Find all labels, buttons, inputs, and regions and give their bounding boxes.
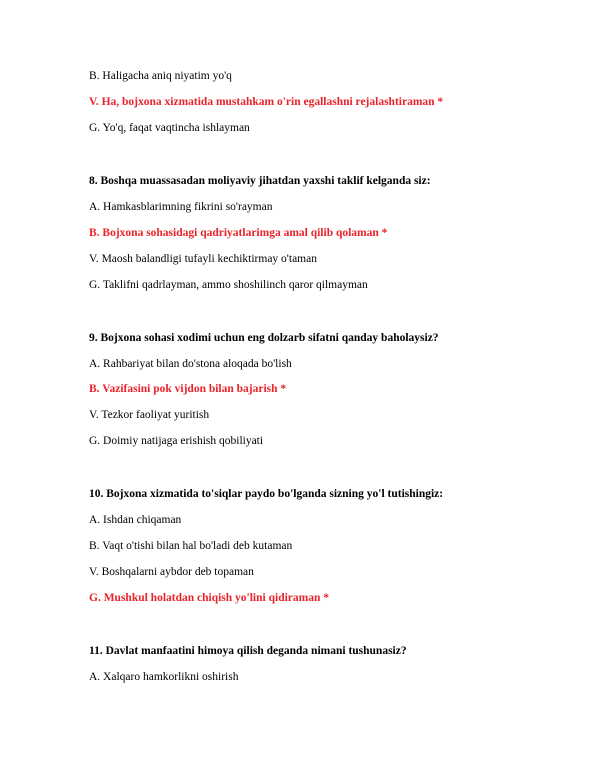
q9-question: 9. Bojxona sohasi xodimi uchun eng dolzarb sifatni qanday baholaysiz? (89, 332, 439, 344)
q8-option-b-correct: B. Bojxona sohasidagi qadriyatlarimga amal qilib qolaman * (89, 227, 388, 239)
q7-option-g: G. Yo'q, faqat vaqtincha ishlayman (89, 122, 250, 134)
q7-option-v-correct: V. Ha, bojxona xizmatida mustahkam o'rin egallashni rejalashtiraman * (89, 96, 444, 108)
q8-option-g: G. Taklifni qadrlayman, ammo shoshilinch qaror qilmayman (89, 279, 368, 291)
q10-option-v: V. Boshqalarni aybdor deb topaman (89, 566, 254, 578)
q9-option-b-correct: B. Vazifasini pok vijdon bilan bajarish * (89, 383, 287, 395)
q8-option-v: V. Maosh balandligi tufayli kechiktirmay o'taman (89, 253, 317, 265)
q10-option-g-correct: G. Mushkul holatdan chiqish yo'lini qidiraman * (89, 592, 329, 604)
q10-option-b: B. Vaqt o'tishi bilan hal bo'ladi deb kutaman (89, 540, 293, 552)
q11-option-a: A. Xalqaro hamkorlikni oshirish (89, 671, 239, 683)
q11-question: 11. Davlat manfaatini himoya qilish deganda nimani tushunasiz? (89, 645, 407, 657)
q9-option-v: V. Tezkor faoliyat yuritish (89, 409, 210, 421)
q7-option-b: B. Haligacha aniq niyatim yo'q (89, 70, 232, 82)
q10-option-a: A. Ishdan chiqaman (89, 514, 182, 526)
q9-option-a: A. Rahbariyat bilan do'stona aloqada bo'lish (89, 358, 292, 370)
q8-option-a: A. Hamkasblarimning fikrini so'rayman (89, 201, 273, 213)
q8-question: 8. Boshqa muassasadan moliyaviy jihatdan yaxshi taklif kelganda siz: (89, 175, 431, 187)
q10-question: 10. Bojxona xizmatida to'siqlar paydo bo'lganda sizning yo'l tutishingiz: (89, 488, 444, 500)
q9-option-g: G. Doimiy natijaga erishish qobiliyati (89, 435, 264, 447)
